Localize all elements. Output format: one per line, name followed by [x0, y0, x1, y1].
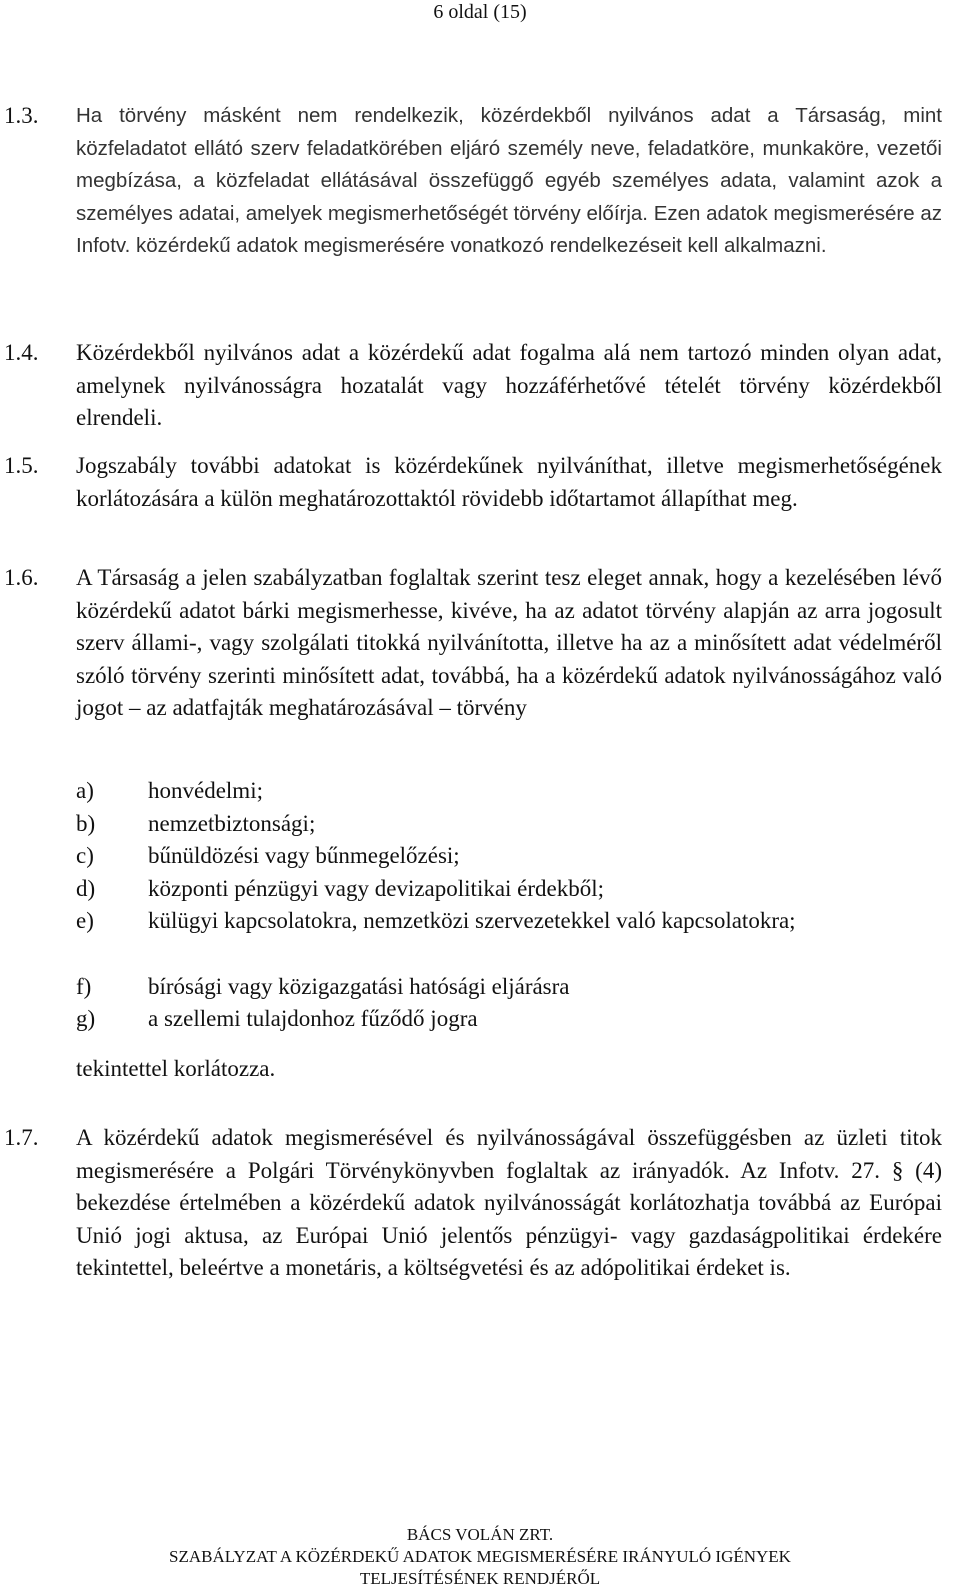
list-letter: g) — [76, 1006, 96, 1032]
list-text: nemzetbiztonsági; — [148, 810, 316, 836]
list-letter: f) — [76, 973, 92, 999]
section-number: 1.4. — [4, 340, 39, 365]
section-text: Jogszabály további adatokat is közérdekűnek nyilváníthat, illetve megismerhetőségének korlátozására a külön meghatározottaktól rövidebb időtartamot állapíthat meg. — [76, 453, 942, 511]
list-text: központi pénzügyi vagy devizapolitikai érdekből; — [148, 875, 605, 901]
section-text: A közérdekű adatok megismerésével és nyilvánosságával összefüggésben az üzleti titok megismerésére a Polgári Törvénykönyvben foglaltak az irányadók. Az Infotv. 27. § (4) bekezdése értelmében a közérdekű adatok nyilvánosságát korlátozhatja továbbá az Európai Unió jogi aktusa, az Európai Unió jelentős pénzügyi- vagy gazdaságpolitikai érdekére tekintettel, beleértve a monetáris, a költségvetési és az adópolitikai érdeket is. — [76, 1125, 942, 1281]
list-text: bűnüldözési vagy bűnmegelőzési; — [148, 843, 460, 869]
list-letter: a) — [76, 778, 94, 803]
list-letter: d) — [76, 875, 96, 901]
section-number: 1.7. — [4, 1125, 39, 1150]
footer — [0, 1524, 960, 1590]
list-letter: c) — [76, 843, 94, 869]
list-text: bírósági vagy közigazgatási hatósági eljárásra — [148, 973, 570, 999]
list-conclusion: tekintettel korlátozza. — [76, 1056, 276, 1081]
footer-company: BÁCS VOLÁN ZRT. — [406, 1525, 554, 1544]
section-text: Ha törvény másként nem rendelkezik, közérdekből nyilvános adat a Társaság, mint közfeladatot ellátó szerv feladatkörében eljáró személy neve, feladatköre, munkaköre, vezetői megbízása, a közfeladat ellátásával összefüggő egyéb személyes adata, valamint azok a személyes adatai, amelyek megismerhetőségét törvény előírja. Ezen adatok megismerésére az Infotv. közérdekű adatok megismerésére vonatkozó rendelkezéseit kell alkalmazni. — [76, 104, 942, 258]
section-text: A Társaság a jelen szabályzatban foglaltak szerint tesz eleget annak, hogy a kezelésében lévő közérdekű adatot bárki megismerhesse, kivéve, ha az adatot törvény alapján az arra jogosult szerv állami-, vagy szolgálati titokká nyilvánította, illetve ha az a minősített adat védelméről szóló törvény szerinti minősített adat, továbbá, ha a közérdekű adatok nyilvánosságához való jogot – az adatfajták meghatározásával – törvény — [76, 565, 942, 721]
section-text: Közérdekből nyilvános adat a közérdekű adat fogalma alá nem tartozó minden olyan adat, amelynek nyilvánosságra hozatalát vagy hozzáférhetővé tételét törvény közérdekből elrendeli. — [76, 340, 942, 431]
list-text: honvédelmi; — [148, 778, 263, 803]
list-text: külügyi kapcsolatokra, nemzetközi szervezetekkel való kapcsolatokra; — [148, 908, 796, 934]
footer-title-line2: TELJESÍTÉSÉNEK RENDJÉRŐL — [359, 1569, 601, 1588]
page-number: 6 oldal (15) — [433, 1, 527, 23]
section-number: 1.6. — [4, 565, 39, 590]
list-letter: e) — [76, 908, 94, 934]
footer-title-line1: SZABÁLYZAT A KÖZÉRDEKŰ ADATOK MEGISMERÉSÉRE IRÁNYULÓ IGÉNYEK — [169, 1547, 791, 1566]
list-letter: b) — [76, 810, 96, 836]
list-text: a szellemi tulajdonhoz fűződő jogra — [148, 1006, 478, 1032]
section-number: 1.5. — [4, 453, 39, 478]
section-number: 1.3. — [4, 103, 39, 128]
